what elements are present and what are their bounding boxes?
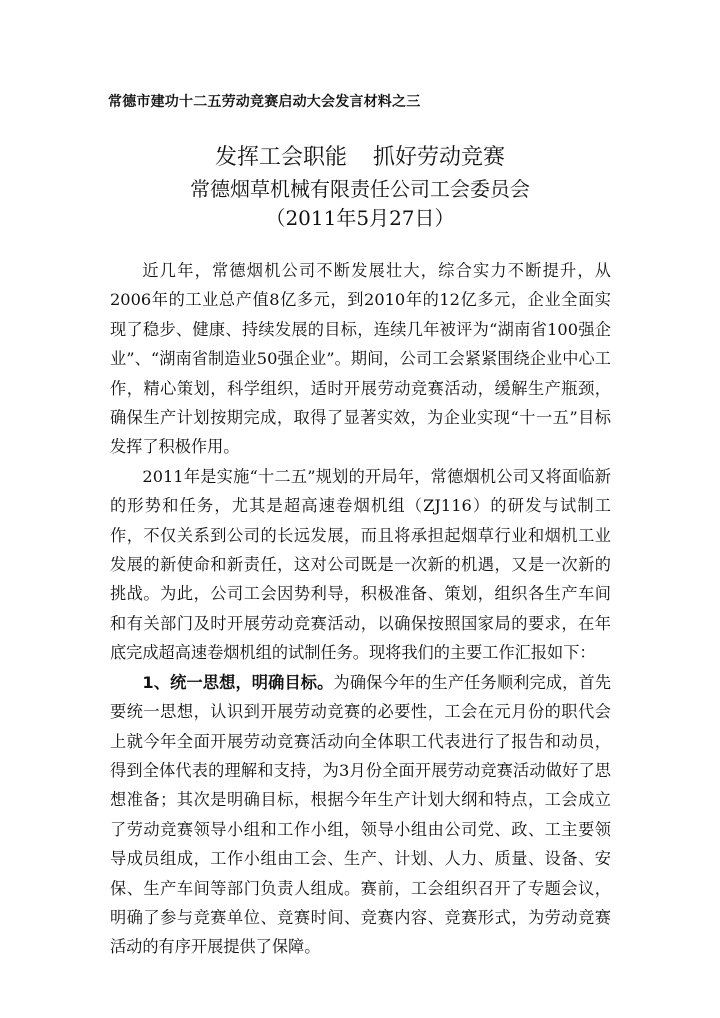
paragraph-3-body: 为确保今年的生产任务顺利完成，首先要统一思想，认识到开展劳动竞赛的必要性，工会在元月份的职代会上就今年全面开展劳动竞赛活动向全体职工代表进行了报告和动员，得到全体代表的理解和支持，为3月份全面开展劳动竞赛活动做好了思想准备；其次是明确目标，根据今年生产计划大纲和特点，工会成立了劳动竞赛领导小组和工作小组，领导小组由公司党、政、工主要领导成员组成，工作小组由工会、生产、计划、人力、质量、设备、安保、生产车间等部门负责人组成。赛前，工会组织召开了专题会议，明确了参与竞赛单位、竞赛时间、竞赛内容、竞赛形式，为劳动竞赛活动的有序开展提供了保障。 [110, 672, 612, 957]
title-part-1: 发挥工会职能 [214, 145, 347, 170]
organization-name: 常德烟草机械有限责任公司工会委员会 [190, 177, 530, 201]
paragraph-3 [110, 668, 611, 962]
page-title [0, 142, 720, 174]
body-text [110, 256, 611, 962]
paragraph-2: 2011年是实施“十二五”规划的开局年，常德烟机公司又将面临新的形势和任务，尤其是超高速卷烟机组（ZJ116）的研发与试制工作，不仅关系到公司的长远发展，而且将承担起烟草行业和烟机工业发展的新使命和新责任，这对公司既是一次新的机遇，又是一次新的挑战。为此，公司工会因势利导，积极准备、策划，组织各生产车间和有关部门及时开展劳动竞赛活动，以确保按照国家局的要求，在年底完成超高速卷烟机组的试制任务。现将我们的主要工作汇报如下： [110, 466, 611, 663]
paragraph-1: 近几年，常德烟机公司不断发展壮大，综合实力不断提升，从2006年的工业总产值8亿多元，到2010年的12亿多元，企业全面实现了稳步、健康、持续发展的目标，连续几年被评为“湖南省100强企业”、“湖南省制造业50强企业”。期间，公司工会紧紧围绕企业中心工作，精心策划，科学组织，适时开展劳动竞赛活动，缓解生产瓶颈，确保生产计划按期完成，取得了显著实效，为企业实现“十一五”目标发挥了积极作用。 [110, 261, 611, 457]
section-heading: 1、统一思想，明确目标。 [142, 672, 334, 692]
document-date: （2011年5月27日） [265, 206, 455, 230]
title-part-2: 抓好劳动竞赛 [373, 145, 506, 170]
series-note: 常德市建功十二五劳动竞赛启动大会发言材料之三 [108, 94, 421, 110]
